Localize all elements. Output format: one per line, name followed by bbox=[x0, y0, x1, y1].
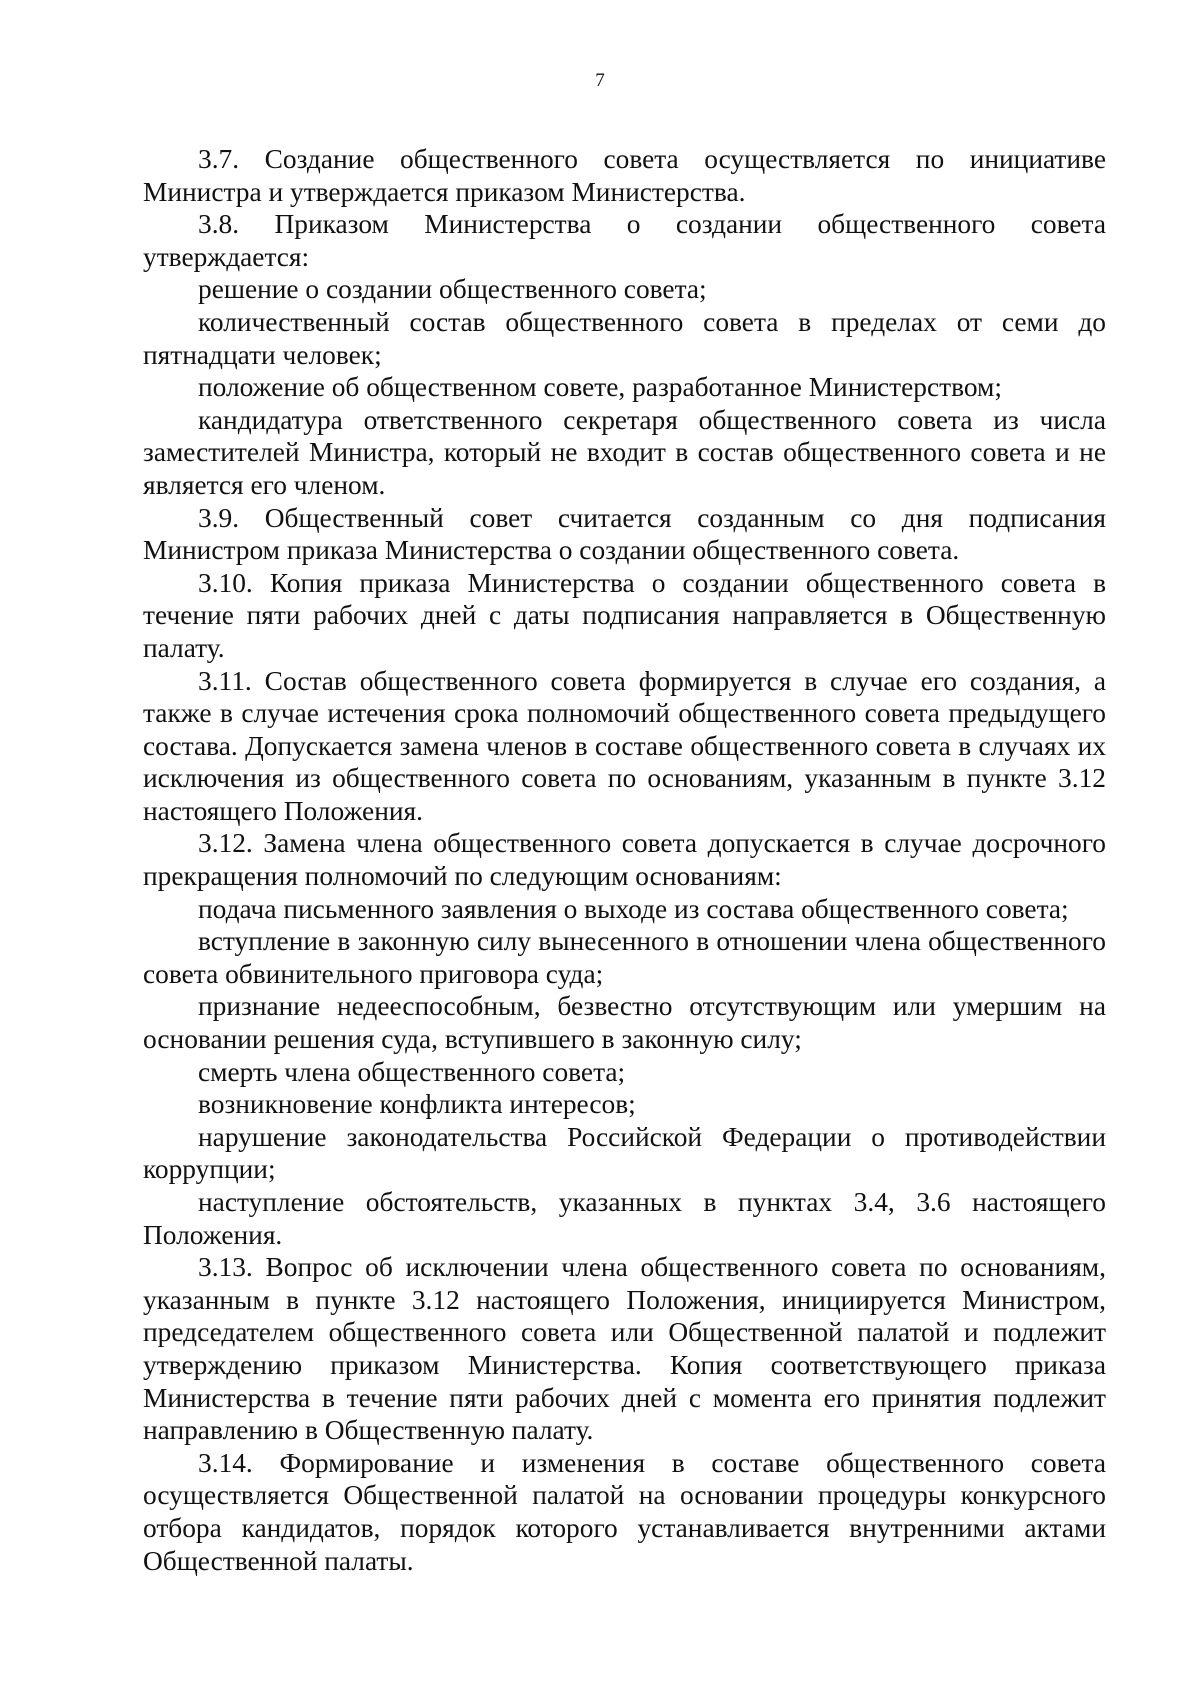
paragraph-3-13: 3.13. Вопрос об исключении члена общественного совета по основаниям, указанным в пункте 3.12 настоящего Положения, инициируется Министром, председателем общественного совета или Общественной палатой и подлежит утверждению приказом Министерства. Копия соответствующего приказа Министерства в течение пяти рабочих дней с момента его принятия подлежит направлению в Общественную палату. bbox=[143, 1252, 1106, 1446]
list-item-resignation: подача письменного заявления о выходе из состава общественного совета; bbox=[198, 893, 1069, 924]
paragraph-3-10: 3.10. Копия приказа Министерства о создании общественного совета в течение пяти рабочих дней с даты подписания направляется в Общественную палату. bbox=[143, 567, 1106, 663]
page-number: 7 bbox=[595, 70, 605, 91]
list-item-regulation: положение об общественном совете, разработанное Министерством; bbox=[198, 372, 1002, 403]
list-item-composition: количественный состав общественного совета в пределах от семи до пятнадцати человек; bbox=[143, 306, 1106, 370]
list-item-corruption: нарушение законодательства Российской Федерации о противодействии коррупции; bbox=[143, 1121, 1106, 1185]
paragraph-3-14: 3.14. Формирование и изменения в составе общественного совета осуществляется Общественной палатой на основании процедуры конкурсного отбора кандидатов, порядок которого устанавливается внутренними актами Общественной палаты. bbox=[143, 1447, 1106, 1576]
paragraph-3-12: 3.12. Замена члена общественного совета допускается в случае досрочного прекращения полномочий по следующим основаниям: bbox=[143, 828, 1106, 892]
list-item-incapacity: признание недееспособным, безвестно отсутствующим или умершим на основании решения суда, вступившего в законную силу; bbox=[143, 991, 1106, 1055]
list-item-conflict: возникновение конфликта интересов; bbox=[198, 1089, 636, 1120]
paragraph-3-7: 3.7. Создание общественного совета осуществляется по инициативе Министра и утверждается приказом Министерства. bbox=[143, 144, 1106, 207]
list-item-conviction: вступление в законную силу вынесенного в отношении члена общественного совета обвинительного приговора суда; bbox=[143, 926, 1106, 989]
list-item-decision: решение о создании общественного совета; bbox=[198, 274, 707, 305]
list-item-circumstances: наступление обстоятельств, указанных в пунктах 3.4, 3.6 настоящего Положения. bbox=[143, 1187, 1106, 1250]
list-item-death: смерть члена общественного совета; bbox=[198, 1056, 626, 1087]
paragraph-3-9: 3.9. Общественный совет считается созданным со дня подписания Министром приказа Министерства о создании общественного совета. bbox=[143, 502, 1106, 566]
paragraph-3-8: 3.8. Приказом Министерства о создании общественного совета утверждается: bbox=[143, 209, 1106, 272]
paragraph-3-11: 3.11. Состав общественного совета формируется в случае его создания, а также в случае истечения срока полномочий общественного совета предыдущего состава. Допускается замена членов в составе общественного совета в случаях их исключения из общественного совета по основаниям, указанным в пункте 3.12 настоящего Положения. bbox=[143, 665, 1106, 826]
list-item-secretary: кандидатура ответственного секретаря общественного совета из числа заместителей Министра, который не входит в состав общественного совета и не является его членом. bbox=[143, 404, 1106, 500]
document-body bbox=[143, 143, 1106, 1577]
